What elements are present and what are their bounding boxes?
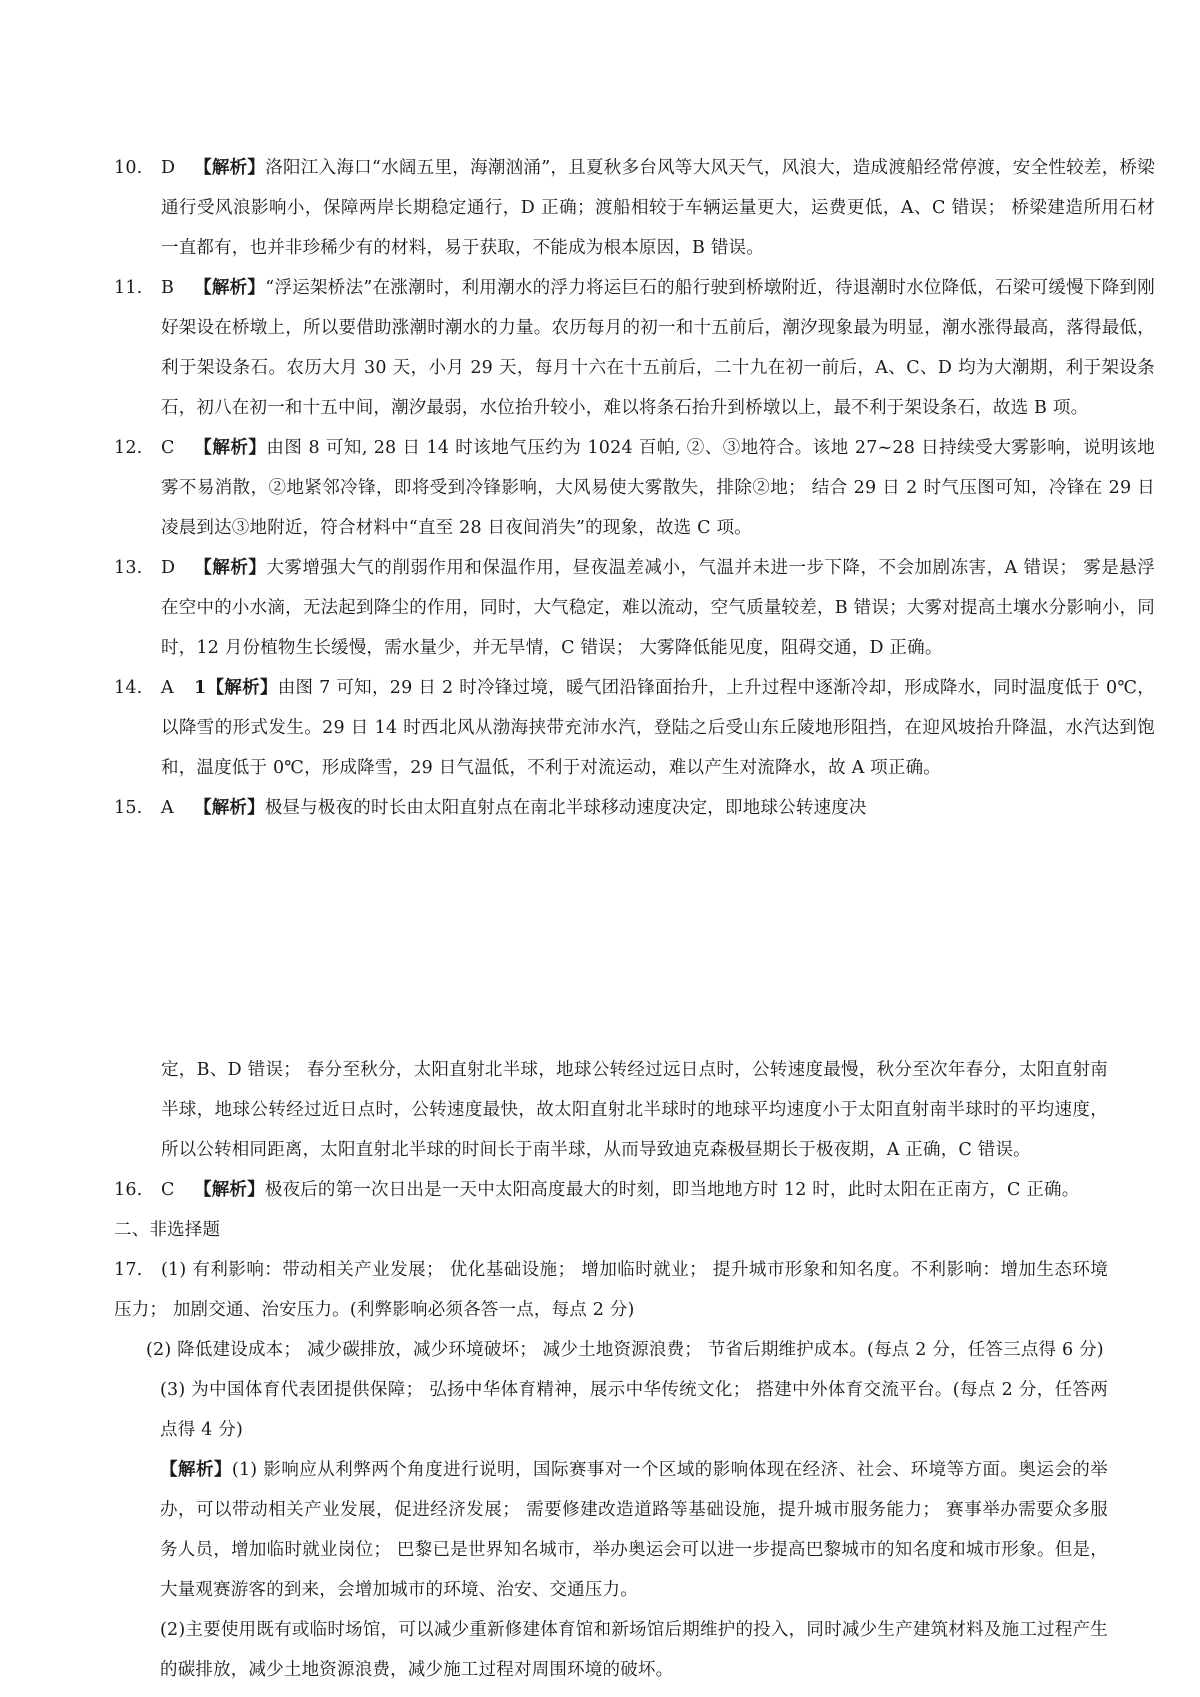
answer-letter: A — [161, 678, 174, 698]
question-13 — [114, 548, 1155, 668]
analysis-tag: 【解析】 — [194, 158, 266, 178]
question-17-part-3: (3) 为中国体育代表团提供保障； 弘扬中华体育精神，展示中华传统文化； 搭建中外体育交流平台。(每点 2 分，任答两点得 4 分) — [160, 1380, 1108, 1440]
analysis-tag: 【解析】 — [194, 438, 267, 458]
analysis-tag: 【解析】 — [160, 1460, 232, 1480]
answer-letter: A — [161, 798, 174, 818]
answer-letter: C — [161, 1180, 175, 1200]
analysis-tag: 【解析】 — [194, 1180, 265, 1200]
analysis-text: 大雾增强大气的削弱作用和保温作用，昼夜温差减小，气温并未进一步下降，不会加剧冻害，A 错误； 雾是悬浮在空中的小水滴，无法起到降尘的作用，同时，大气稳定，难以流动，空气质量较差，B 错误；大雾对提高土壤水分影响小，同时，12 月份植物生长缓慢，需水量少，并无旱情，C 错误； 大雾降低能见度，阻碍交通，D 正确。 — [161, 558, 1155, 658]
question-15 — [114, 788, 1155, 828]
question-number: 11. — [114, 278, 143, 298]
section-title: 二、非选择题 — [114, 1220, 221, 1240]
question-number: 15. — [114, 798, 143, 818]
analysis-tag: 【解析】 — [194, 278, 266, 298]
answer-letter: C — [161, 438, 175, 458]
question-12 — [114, 428, 1155, 548]
analysis-text: (1) 影响应从利弊两个角度进行说明，国际赛事对一个区域的影响体现在经济、社会、环境等方面。奥运会的举办，可以带动相关产业发展，促进经济发展； 需要修建改造道路等基础设施，提升城市服务能力； 赛事举办需要众多服务人员，增加临时就业岗位； 巴黎已是世界知名城市，举办奥运会可以进一步提高巴黎城市的知名度和城市形象。但是，大量观赛游客的到来，会增加城市的环境、治安、交通压力。 — [160, 1460, 1108, 1600]
question-number: 13. — [114, 558, 143, 578]
question-16 — [114, 1170, 1155, 1210]
analysis-text: 由图 7 可知，29 日 2 时冷锋过境，暖气团沿锋面抬升，上升过程中逐渐冷却，形成降水，同时温度低于 0℃，以降雪的形式发生。29 日 14 时西北风从渤海挟带充沛水汽，登陆之后受山东丘陵地形阻挡，在迎风坡抬升降温，水汽达到饱和，温度低于 0℃，形成降雪，29 日气温低，不利于对流运动，难以产生对流降水，故 A 项正确。 — [161, 678, 1155, 778]
analysis-tag: 1【解析】 — [194, 678, 278, 698]
question-11 — [114, 268, 1155, 428]
question-number: 12. — [114, 438, 143, 458]
analysis-tag: 【解析】 — [194, 798, 265, 818]
analysis-text: 洛阳江入海口“水阔五里，海潮汹涌”，且夏秋多台风等大风天气，风浪大，造成渡船经常停渡，安全性较差，桥梁通行受风浪影响小，保障两岸长期稳定通行，D 正确；渡船相较于车辆运量更大，运费更低，A、C 错误； 桥梁建造所用石材一直都有，也并非珍稀少有的材料，易于获取，不能成为根本原因，B 错误。 — [161, 158, 1155, 258]
question-number: 10. — [114, 158, 143, 178]
question-17-part-2: (2) 降低建设成本； 减少碳排放，减少环境破坏； 减少土地资源浪费； 节省后期维护成本。(每点 2 分，任答三点得 6 分) — [146, 1340, 1104, 1360]
question-17-part-1 — [114, 1250, 1108, 1330]
question-number: 17. — [114, 1260, 143, 1280]
question-number: 14. — [114, 678, 143, 698]
question-15-continuation: 定，B、D 错误； 春分至秋分，太阳直射北半球，地球公转经过远日点时，公转速度最慢，秋分至次年春分，太阳直射南半球，地球公转经过近日点时，公转速度最快，故太阳直射北半球时的地球平均速度小于太阳直射南半球时的平均速度，所以公转相同距离，太阳直射北半球的时间长于南半球，从而导致迪克森极昼期长于极夜期，A 正确，C 错误。 — [161, 1060, 1108, 1160]
analysis-text: “浮运架桥法”在涨潮时，利用潮水的浮力将运巨石的船行驶到桥墩附近，待退潮时水位降低，石梁可缓慢下降到刚好架设在桥墩上，所以要借助涨潮时潮水的力量。农历每月的初一和十五前后，潮汐现象最为明显，潮水涨得最高，落得最低，利于架设条石。农历大月 30 天，小月 29 天，每月十六在十五前后，二十九在初一前后，A、C、D 均为大潮期，利于架设条石，初八在初一和十五中间，潮汐最弱，水位抬升较小，难以将条石抬升到桥墩以上，最不利于架设条石，故选 B 项。 — [161, 278, 1155, 418]
answer-letter: D — [161, 558, 176, 578]
question-14 — [114, 668, 1155, 788]
analysis-text: 极夜后的第一次日出是一天中太阳高度最大的时刻，即当地地方时 12 时，此时太阳在正南方，C 正确。 — [264, 1180, 1080, 1200]
question-17-analysis-1 — [160, 1450, 1108, 1610]
answer-text: (1) 有利影响：带动相关产业发展； 优化基础设施； 增加临时就业； 提升城市形象和知名度。不利影响：增加生态环境压力； 加剧交通、治安压力。(利弊影响必须各答一点，每点 2 分) — [114, 1260, 1108, 1320]
answer-letter: B — [161, 278, 175, 298]
analysis-text: 由图 8 可知, 28 日 14 时该地气压约为 1024 百帕, ②、③地符合。该地 27~28 日持续受大雾影响，说明该地雾不易消散，②地紧邻冷锋，即将受到冷锋影响，大风易使大雾散失，排除②地； 结合 29 日 2 时气压图可知，冷锋在 29 日凌晨到达③地附近，符合材料中“直至 28 日夜间消失”的现象，故选 C 项。 — [161, 438, 1155, 538]
answer-letter: D — [161, 158, 176, 178]
question-17-analysis-2: (2)主要使用既有或临时场馆，可以减少重新修建体育馆和新场馆后期维护的投入，同时减少生产建筑材料及施工过程产生的碳排放，减少土地资源浪费，减少施工过程对周围环境的破坏。 — [160, 1620, 1108, 1680]
question-number: 16. — [114, 1180, 143, 1200]
question-10 — [114, 148, 1155, 268]
analysis-text: 极昼与极夜的时长由太阳直射点在南北半球移动速度决定，即地球公转速度决 — [264, 798, 867, 818]
analysis-tag: 【解析】 — [194, 558, 267, 578]
